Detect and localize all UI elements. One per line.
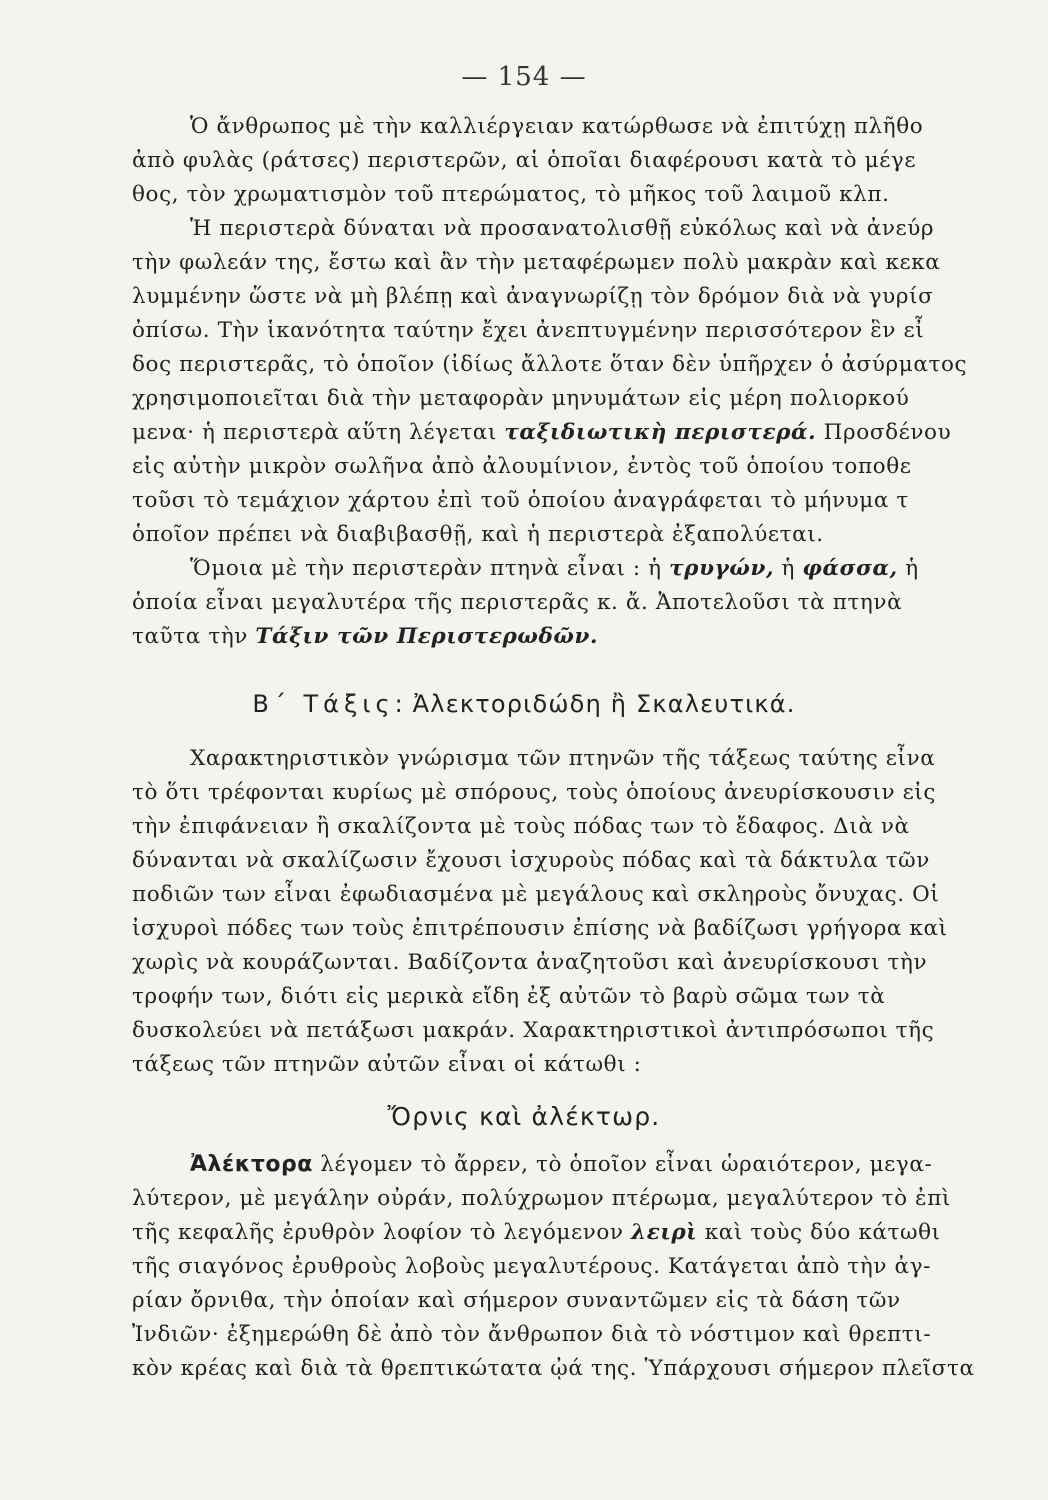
text-line: ποδιῶν των εἶναι ἐφωδιασμένα μὲ μεγάλους καὶ σκληροὺς ὄνυχας. Οἱ: [132, 882, 940, 907]
paragraph-rooster: [132, 1148, 1048, 1386]
text-line: Χαρακτηριστικὸν γνώρισμα τῶν πτηνῶν τῆς τάξεως ταύτης εἶνα: [190, 746, 936, 771]
emphasis-term: Τάξιν τῶν Περιστερωδῶν.: [255, 624, 599, 649]
text-fragment: καὶ τοὺς δύο κάτωθι: [697, 1220, 941, 1245]
section-heading: [0, 690, 1048, 718]
text-line: λύτερον, μὲ μεγάλην οὐράν, πολύχρωμον πτέρωμα, μεγαλύτερον τὸ ἐπὶ: [132, 1186, 951, 1211]
text-fragment: ἡ: [897, 556, 919, 581]
emphasis-term: λειρὶ: [631, 1220, 698, 1245]
text-line: ὀπίσω. Τὴν ἱκανότητα ταύτην ἔχει ἀνεπτυγμένην περισσότερον ἓν εἶ: [132, 318, 925, 343]
text-line: ὁποῖον πρέπει νὰ διαβιβασθῇ, καὶ ἡ περιστερὰ ἐξαπολύεται.: [132, 522, 824, 547]
text-line: τροφήν των, διότι εἰς μερικὰ εἴδη ἐξ αὐτῶν τὸ βαρὺ σῶμα των τὰ: [132, 984, 886, 1009]
text-fragment: μενα· ἡ περιστερὰ αὕτη λέγεται: [132, 420, 505, 445]
text-fragment: λέγομεν τὸ ἄρρεν, τὸ ὁποῖον εἶναι ὡραιότερον, μεγα-: [312, 1152, 933, 1177]
text-line: [132, 1216, 1048, 1250]
text-line: δύνανται νὰ σκαλίζωσιν ἔχουσι ἰσχυροὺς πόδας καὶ τὰ δάκτυλα τῶν: [132, 848, 930, 873]
text-line: ἀπὸ φυλὰς (ράτσες) περιστερῶν, αἱ ὁποῖαι διαφέρουσι κατὰ τὸ μέγε: [132, 148, 917, 173]
text-line: ρίαν ὄρνιθα, τὴν ὁποίαν καὶ σήμερον συναντῶμεν εἰς τὰ δάση τῶν: [132, 1288, 901, 1313]
text-line: [132, 552, 1048, 586]
heading-order-name: : Ἀλεκτοριδώδη ἢ Σκαλευτικά.: [394, 690, 796, 718]
text-line: χρησιμοποιεῖται διὰ τὴν μεταφορὰν μηνυμάτων εἰς μέρη πολιορκού: [132, 386, 910, 411]
text-line: [132, 416, 1048, 450]
text-line: τὴν ἐπιφάνειαν ἢ σκαλίζοντα μὲ τοὺς πόδας των τὸ ἔδαφος. Διὰ νὰ: [132, 814, 910, 839]
text-line: εἰς αὐτὴν μικρὸν σωλῆνα ἀπὸ ἀλουμίνιον, ἐντὸς τοῦ ὁποίου τοποθε: [132, 454, 912, 479]
text-line: τάξεως τῶν πτηνῶν αὐτῶν εἶναι οἱ κάτωθι :: [132, 1052, 642, 1077]
text-line: Ὁ ἄνθρωπος μὲ τὴν καλλιέργειαν κατώρθωσε νὰ ἐπιτύχῃ πλῆθο: [190, 114, 924, 139]
text-line: τῆς σιαγόνος ἐρυθροὺς λοβοὺς μεγαλυτέρους. Κατάγεται ἀπὸ τὴν ἀγ-: [132, 1254, 931, 1279]
text-line: δυσκολεύει νὰ πετάξωσι μακράν. Χαρακτηριστικοὶ ἀντιπρόσωποι τῆς: [132, 1018, 935, 1043]
text-fragment: ἡ: [774, 556, 803, 581]
text-line: ἰσχυροὶ πόδες των τοὺς ἐπιτρέπουσιν ἐπίσης νὰ βαδίζωσι γρήγορα καὶ: [132, 916, 948, 941]
subsection-heading: Ὄρνις καὶ ἀλέκτωρ.: [387, 1102, 661, 1131]
lead-term: Ἀλέκτορα: [190, 1152, 313, 1177]
text-line: [132, 1148, 1048, 1182]
emphasis-term: τρυγών,: [669, 556, 775, 581]
page-number: — 154 —: [461, 62, 587, 92]
text-line: τὸ ὅτι τρέφονται κυρίως μὲ σπόρους, τοὺς ὁποίους ἀνευρίσκουσιν εἰς: [132, 780, 936, 805]
heading-order-label: Β΄ Τάξις: [252, 690, 395, 718]
text-line: [132, 620, 1048, 654]
text-line: χωρὶς νὰ κουράζωνται. Βαδίζοντα ἀναζητοῦσι καὶ ἀνευρίσκουσι τὴν: [132, 950, 928, 975]
text-line: λυμμένην ὥστε νὰ μὴ βλέπῃ καὶ ἀναγνωρίζῃ τὸν δρόμον διὰ νὰ γυρίσ: [132, 284, 934, 309]
text-fragment: Προσδένου: [816, 420, 952, 445]
text-line: τοῦσι τὸ τεμάχιον χάρτου ἐπὶ τοῦ ὁποίου ἀναγράφεται τὸ μήνυμα τ: [132, 488, 909, 513]
text-line: Ἡ περιστερὰ δύναται νὰ προσανατολισθῇ εὐκόλως καὶ νὰ ἀνεύρ: [190, 216, 935, 241]
text-fragment: τῆς κεφαλῆς ἐρυθρὸν λοφίον τὸ λεγόμενον: [132, 1220, 632, 1245]
emphasis-term: ταξιδιωτικὴ περιστερά.: [504, 420, 817, 445]
paragraph-pigeons: [132, 110, 1048, 654]
text-line: τὴν φωλεάν της, ἔστω καὶ ἂν τὴν μεταφέρωμεν πολὺ μακρὰν καὶ κεκα: [132, 250, 941, 275]
text-line: κὸν κρέας καὶ διὰ τὰ θρεπτικώτατα ᾠά της. Ὑπάρχουσι σήμερον πλεῖστα: [132, 1356, 975, 1381]
text-fragment: ταῦτα τὴν: [132, 624, 256, 649]
text-line: Ἰνδιῶν· ἐξημερώθη δὲ ἀπὸ τὸν ἄνθρωπον διὰ τὸ νόστιμον καὶ θρεπτι-: [132, 1322, 932, 1347]
text-fragment: Ὅμοια μὲ τὴν περιστερὰν πτηνὰ εἶναι : ἡ: [190, 556, 670, 581]
text-line: θος, τὸν χρωματισμὸν τοῦ πτερώματος, τὸ μῆκος τοῦ λαιμοῦ κλπ.: [132, 182, 890, 207]
paragraph-gallinaceous: [132, 742, 1048, 1082]
text-line: ὁποία εἶναι μεγαλυτέρα τῆς περιστερᾶς κ. ἄ. Ἀποτελοῦσι τὰ πτηνὰ: [132, 590, 903, 615]
text-line: δος περιστερᾶς, τὸ ὁποῖον (ἰδίως ἄλλοτε ὅταν δὲν ὑπῆρχεν ὁ ἀσύρματος: [132, 352, 968, 377]
emphasis-term: φάσσα,: [802, 556, 898, 581]
